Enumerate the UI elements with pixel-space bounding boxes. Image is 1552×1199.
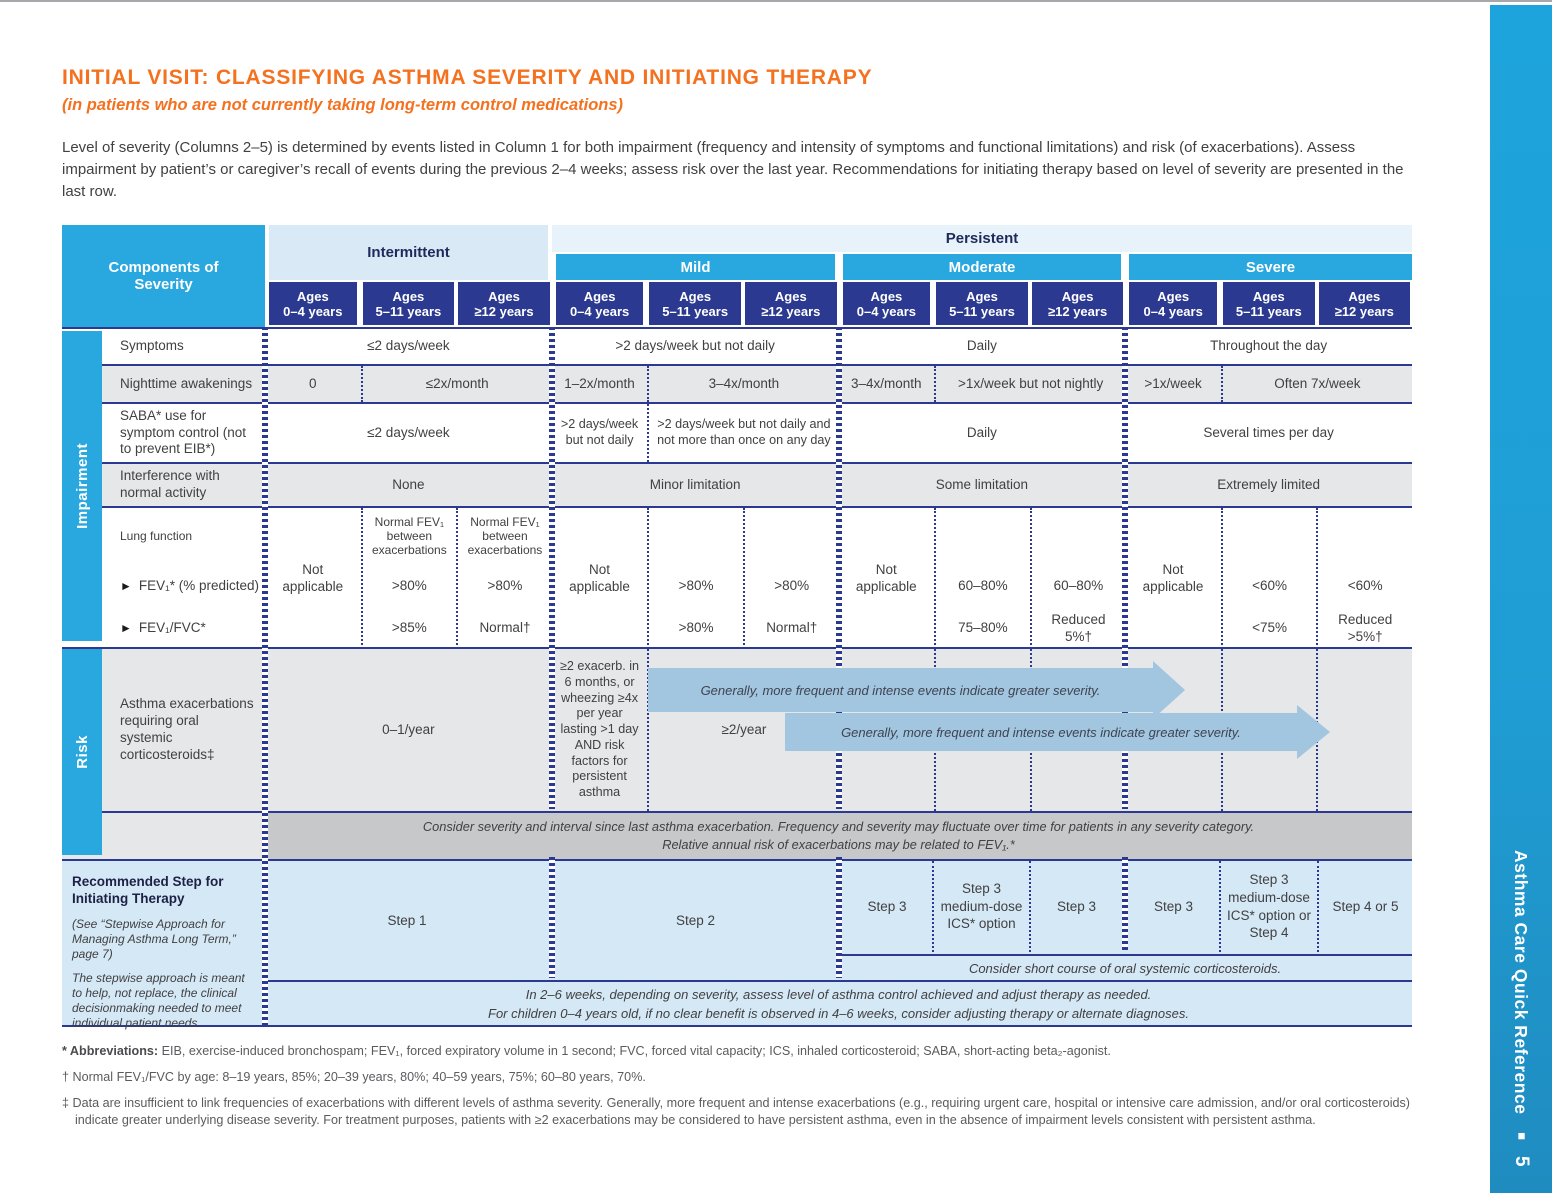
consider-note-line1: Consider severity and interval since last asthma exacerbation. Frequency and severity may fluctuate over time for patients in any severity category. bbox=[422, 819, 1255, 834]
lung-i5-top: Normal FEV₁ between exacerbations bbox=[372, 515, 447, 557]
lung-m12-fvc: Normal† bbox=[766, 620, 818, 636]
recommended-step-label bbox=[62, 861, 265, 1030]
age-column-header: Ages 5–11 years bbox=[649, 282, 741, 325]
lung-m5-fev1: >80% bbox=[678, 577, 714, 593]
lung-s5-top bbox=[1223, 508, 1317, 564]
night-mo12: >1x/week but not nightly bbox=[934, 366, 1125, 402]
consider-note-line2: Relative annual risk of exacerbations may be related to FEV₁.* bbox=[662, 837, 1015, 852]
interf-severe: Extremely limited bbox=[1125, 464, 1412, 506]
persistent-header: Persistent bbox=[552, 225, 1412, 252]
age-column-header: Ages 0–4 years bbox=[843, 282, 931, 325]
footnote-double-dagger: ‡ Data are insufficient to link frequencies of exacerbations with different levels of asthma severity. Generally, more frequent and intense exacerbations (e.g., requiring urgent care, hospital or intensive care admission, and/or oral corticosteroids) indicate greater underlying disease severity. For treatment purposes, patients with ≥2 exacerbations may be considered to have persistent asthma, even in the absence of impairment levels consistent with persistent asthma. bbox=[62, 1096, 1410, 1127]
night-i12: ≤2x/month bbox=[361, 366, 552, 402]
lung-i5 bbox=[361, 508, 457, 649]
group-separator bbox=[549, 857, 555, 978]
lung-m5-top bbox=[649, 508, 743, 564]
footnote-dagger: † Normal FEV₁/FVC by age: 8–19 years, 85%; 20–39 years, 80%; 40–59 years, 75%; 60–80 years, 70%. bbox=[62, 1070, 646, 1084]
stepwise-see-note: (See “Stepwise Approach for Managing Asthma Long Term,” page 7) bbox=[72, 917, 236, 961]
group-separator bbox=[1122, 857, 1128, 950]
age-column-header: Ages ≥12 years bbox=[458, 282, 550, 325]
lung-m12-fev1: >80% bbox=[774, 577, 810, 593]
ages-row bbox=[62, 282, 1412, 325]
lung-i12-fvc: Normal† bbox=[479, 620, 531, 636]
lung-mo5-fvc: 75–80% bbox=[958, 620, 1008, 636]
lung-mo5-fev1: 60–80% bbox=[958, 577, 1008, 593]
step-mild: Step 2 bbox=[675, 912, 716, 928]
row-label: Symptoms bbox=[62, 329, 265, 364]
step-s0: Step 3 bbox=[1153, 898, 1194, 914]
lung-i12 bbox=[456, 508, 552, 649]
step-s12: Step 4 or 5 bbox=[1317, 861, 1412, 952]
interf-intermittent: None bbox=[265, 464, 552, 506]
age-column-header: Ages ≥12 years bbox=[1319, 282, 1410, 325]
lung-s12 bbox=[1316, 508, 1412, 649]
row-label: SABA* use for symptom control (not to prevent EIB*) bbox=[62, 404, 265, 462]
row-label: Nighttime awakenings bbox=[62, 366, 265, 402]
assess-line1: In 2–6 weeks, depending on severity, assess level of asthma control achieved and adjust therapy as needed. bbox=[525, 986, 1152, 1002]
fev1-label-text: FEV₁* (% predicted) bbox=[138, 577, 259, 593]
lung-mo5 bbox=[934, 508, 1030, 649]
severe-header: Severe bbox=[1129, 254, 1412, 280]
age-column-header: Ages 0–4 years bbox=[269, 282, 357, 325]
lung-s5-fvc: <75% bbox=[1252, 620, 1288, 636]
night-s12: Often 7x/week bbox=[1221, 366, 1412, 402]
lung-s12-fev1: <60% bbox=[1347, 577, 1383, 593]
saba-m0: >2 days/week but not daily bbox=[552, 404, 648, 462]
arrow-bullet-icon: ► bbox=[120, 578, 132, 593]
table-header bbox=[62, 225, 1412, 327]
age-column-header: Ages ≥12 years bbox=[1032, 282, 1124, 325]
lung-mo12-fvc: Reduced 5%† bbox=[1051, 611, 1106, 644]
lung-s12-fvc: Reduced >5%† bbox=[1338, 611, 1393, 644]
lung-m0: Not applicable bbox=[552, 508, 648, 649]
lung-s5-fev1: <60% bbox=[1252, 577, 1288, 593]
row-label: Interference with normal activity bbox=[62, 464, 265, 506]
lung-s12-top bbox=[1318, 508, 1412, 564]
lung-i12-top: Normal FEV₁ between exacerbations bbox=[467, 515, 543, 557]
sidebar-text bbox=[1510, 850, 1532, 1167]
stepwise-approach-note: The stepwise approach is meant to help, not replace, the clinical decisionmaking needed to meet individual patient needs. bbox=[72, 971, 245, 1030]
symptoms-moderate: Daily bbox=[839, 329, 1126, 364]
saba-m12: >2 days/week but not daily and not more than once on any day bbox=[647, 404, 838, 462]
intro-paragraph: Level of severity (Columns 2–5) is determined by events listed in Column 1 for both impairment (frequency and intensity of symptoms and functional limitations) and risk (of exacerbations). Assess impairment by patient’s or caregiver’s recall of events during the previous 2–4 weeks; assess risk over the last year. Recommendations for initiating therapy based on level of severity are presented in the last row. bbox=[62, 139, 1404, 200]
interf-moderate: Some limitation bbox=[839, 464, 1126, 506]
step-mo12: Step 3 bbox=[1029, 861, 1122, 952]
risk-section-strip bbox=[62, 649, 102, 855]
components-of-severity-header: Components of Severity bbox=[62, 225, 265, 327]
intermittent-header: Intermittent bbox=[269, 225, 548, 280]
page-title: INITIAL VISIT: CLASSIFYING ASTHMA SEVERITY AND INITIATING THERAPY bbox=[62, 66, 873, 89]
step-intermittent: Step 1 bbox=[387, 912, 427, 928]
footnote-abbrev-label: * Abbreviations: bbox=[62, 1044, 159, 1058]
lung-i0: Not applicable bbox=[265, 508, 361, 649]
risk-s12 bbox=[1316, 649, 1412, 811]
group-separator bbox=[549, 327, 555, 809]
night-s0: >1x/week bbox=[1125, 366, 1221, 402]
lung-m5 bbox=[647, 508, 743, 649]
risk-m12: ≥2/year bbox=[647, 649, 838, 811]
sidebar-band bbox=[1490, 5, 1552, 1193]
lung-mo0: Not applicable bbox=[839, 508, 935, 649]
group-separator bbox=[836, 857, 842, 978]
lung-m12 bbox=[743, 508, 839, 649]
recommended-step-title: Recommended Step for Initiating Therapy bbox=[72, 874, 224, 906]
risk-section-label: Risk bbox=[73, 735, 91, 769]
assess-note bbox=[265, 980, 1412, 1025]
lung-i5-fvc: >85% bbox=[391, 620, 427, 636]
age-column-header: Ages ≥12 years bbox=[745, 282, 837, 325]
age-column-header: Ages 0–4 years bbox=[556, 282, 644, 325]
lung-s5 bbox=[1221, 508, 1317, 649]
step-mo5: Step 3 medium-dose ICS* option bbox=[932, 861, 1029, 952]
night-i0: 0 bbox=[265, 366, 361, 402]
fevfvc-label-text: FEV₁/FVC* bbox=[138, 620, 206, 636]
interf-mild: Minor limitation bbox=[552, 464, 839, 506]
night-mo0: 3–4x/month bbox=[839, 366, 935, 402]
severity-table bbox=[62, 225, 1412, 1030]
footnotes bbox=[62, 1043, 1430, 1129]
age-column-header: Ages 5–11 years bbox=[936, 282, 1028, 325]
step-s5: Step 3 medium-dose ICS* option or Step 4 bbox=[1219, 861, 1317, 952]
risk-intermittent: 0–1/year bbox=[265, 649, 552, 811]
lung-mo12-top bbox=[1032, 508, 1126, 564]
arrow-bullet-icon: ► bbox=[120, 621, 132, 635]
risk-m0: ≥2 exacerb. in 6 months, or wheezing ≥4x per year lasting >1 day AND risk factors for persistent asthma bbox=[552, 649, 648, 811]
age-column-header: Ages 5–11 years bbox=[1223, 282, 1315, 325]
age-column-header: Ages 5–11 years bbox=[363, 282, 455, 325]
symptoms-mild: >2 days/week but not daily bbox=[552, 329, 839, 364]
corticosteroid-note: Consider short course of oral systemic corticosteroids. bbox=[838, 954, 1412, 982]
night-m12: 3–4x/month bbox=[647, 366, 838, 402]
sidebar-page-number: 5 bbox=[1511, 1155, 1532, 1167]
night-m0: 1–2x/month bbox=[552, 366, 648, 402]
assess-line2: For children 0–4 years old, if no clear benefit is observed in 4–6 weeks, consider adjusting therapy or alternate diagnoses. bbox=[488, 1005, 1189, 1021]
lung-i12-fev1: >80% bbox=[487, 577, 523, 593]
symptoms-severe: Throughout the day bbox=[1125, 329, 1412, 364]
impairment-section-strip bbox=[62, 331, 102, 641]
step-mo0: Step 3 bbox=[867, 898, 907, 914]
row-label: Asthma exacerbations requiring oral systemic corticosteroids‡ bbox=[62, 649, 265, 811]
lung-mo12-fev1: 60–80% bbox=[1053, 577, 1104, 593]
lung-m12-top bbox=[745, 508, 839, 564]
consider-note bbox=[265, 813, 1412, 859]
footnote-abbreviations bbox=[62, 1043, 1430, 1060]
square-bullet-icon: ■ bbox=[1514, 1128, 1529, 1144]
age-column-header: Ages 0–4 years bbox=[1129, 282, 1217, 325]
severity-arrow: Generally, more frequent and intense events indicate greater severity. bbox=[785, 713, 1297, 751]
saba-intermittent: ≤2 days/week bbox=[265, 404, 552, 462]
symptoms-intermittent: ≤2 days/week bbox=[265, 329, 552, 364]
lung-m5-fvc: >80% bbox=[678, 620, 714, 636]
moderate-header: Moderate bbox=[843, 254, 1121, 280]
sidebar-title: Asthma Care Quick Reference bbox=[1511, 849, 1531, 1115]
footnote-abbrev-text: EIB, exercise-induced bronchospam; FEV₁, forced expiratory volume in 1 second; FVC, forced vital capacity; ICS, inhaled corticosteroid; SABA, short-acting beta₂-agonist. bbox=[158, 1044, 1111, 1058]
mild-header: Mild bbox=[556, 254, 835, 280]
saba-severe: Several times per day bbox=[1125, 404, 1412, 462]
lung-label: Lung function bbox=[120, 529, 193, 543]
lung-mo5-top bbox=[936, 508, 1030, 564]
impairment-section-label: Impairment bbox=[73, 443, 91, 529]
severity-arrow: Generally, more frequent and intense events indicate greater severity. bbox=[648, 668, 1153, 712]
main-content bbox=[62, 0, 1430, 1138]
page-subtitle: (in patients who are not currently taking long-term control medications) bbox=[62, 96, 624, 114]
lung-mo12 bbox=[1030, 508, 1126, 649]
saba-moderate: Daily bbox=[839, 404, 1126, 462]
group-separator bbox=[262, 327, 268, 1025]
lung-s0: Not applicable bbox=[1125, 508, 1221, 649]
lung-i5-fev1: >80% bbox=[391, 577, 427, 593]
